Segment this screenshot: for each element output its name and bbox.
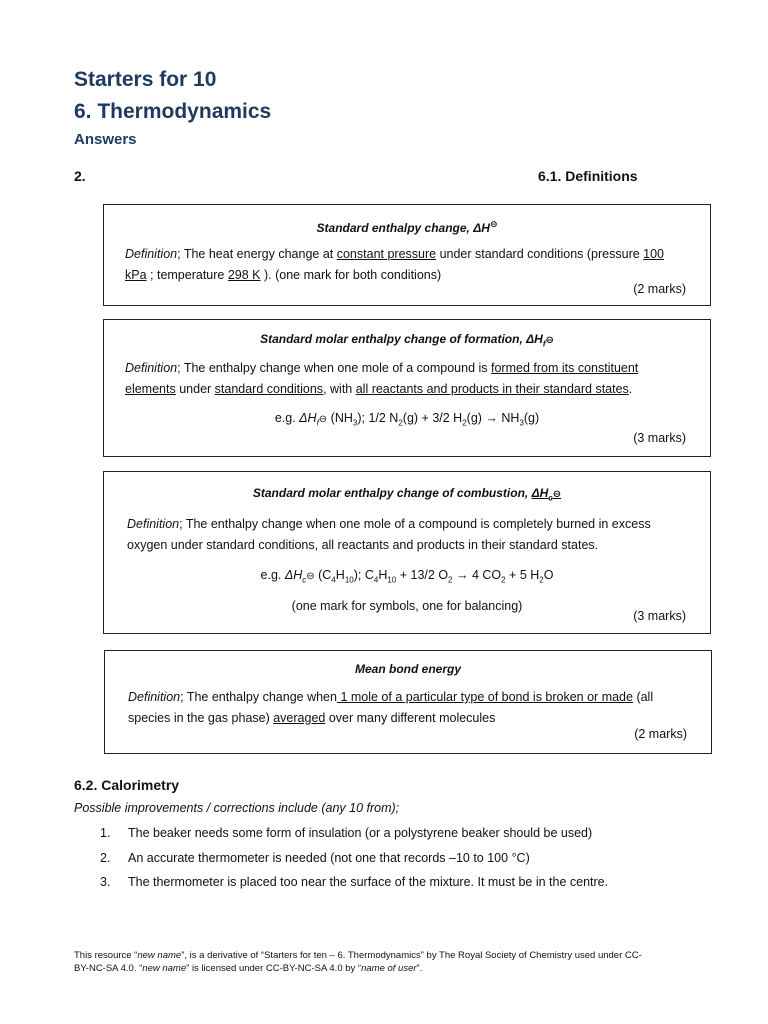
marks-label: (3 marks) [633, 609, 686, 623]
question-number: 2. [74, 168, 86, 184]
box-title: Standard molar enthalpy change of formation, $\Delta H_f⊖$ [260, 332, 554, 349]
marks-label: (2 marks) [634, 727, 687, 741]
definition-text: Definition; The enthalpy change when 1 mole of a particular type of bond is broken or made (all species in the gas phase) averaged over many different molecules [128, 690, 654, 725]
section-heading-definitions: 6.1. Definitions [538, 168, 638, 184]
definition-text: Definition; The enthalpy change when one mole of a compound is completely burned in excess oxygen under standard conditions, all reactants and products in their standard states. [127, 517, 651, 552]
box-title: Mean bond energy [354, 662, 461, 676]
marks-label: (2 marks) [633, 282, 686, 296]
series-title: Starters for 10 [74, 68, 217, 91]
list-item: The thermometer is placed too near the surface of the mixture. It must be in the centre. [128, 875, 609, 889]
subtitle: Answers [74, 131, 137, 148]
definition-text: Definition; The enthalpy change when one mole of a compound is formed from its constituent elements under standard conditions, with all reactants and products in their standard states. [125, 361, 639, 396]
box-title: Standard molar enthalpy change of combustion, $\Delta H_c⊖$ [252, 486, 562, 503]
definition-box-formation [103, 319, 711, 457]
definition-text: Definition; The heat energy change at constant pressure under standard conditions (pressure 100 kPa ; temperature 298 K ). (one mark for both conditions) [125, 247, 665, 282]
definition-box-standard-enthalpy [103, 204, 711, 306]
marks-label: (3 marks) [633, 431, 686, 445]
calorimetry-intro: Possible improvements / corrections include (any 10 from); [74, 801, 400, 815]
example-equation: e.g. $\Delta H_c⊖$ $(C_4H_{10})$; $C_4H_{10} + 13/2$ $O_2 \to 4$ $CO_2 + 5$ $H_2O$ [260, 568, 554, 585]
example-equation: e.g. $\Delta H_f⊖$ $(NH_3)$; 1/2 $N_2(g) + 3/2$ $H_2(g) \to NH_3(g)$ [274, 411, 540, 428]
section-heading-calorimetry: 6.2. Calorimetry [74, 777, 180, 793]
license-footer: This resource “new name”, is a derivative of “Starters for ten – 6. Thermodynamics” by The Royal Society of Chemistry used under CC- BY-NC-SA 4.0. “new name” is licensed under CC-BY-NC-SA 4.0 by “name of user”. [74, 950, 642, 974]
definition-box-combustion [103, 471, 711, 634]
definition-box-mean-bond-energy [104, 650, 712, 754]
list-item-number: 3. [100, 875, 111, 889]
list-item: An accurate thermometer is needed (not one that records –10 to 100 °C) [128, 851, 530, 865]
page-title: 6. Thermodynamics [74, 100, 272, 123]
list-item-number: 2. [100, 851, 111, 865]
list-item-number: 1. [100, 826, 111, 840]
box-title: Standard enthalpy change, ΔH⊖ [316, 219, 498, 235]
list-item: The beaker needs some form of insulation (or a polystyrene beaker should be used) [128, 826, 593, 840]
scoring-note: (one mark for symbols, one for balancing) [291, 599, 523, 613]
